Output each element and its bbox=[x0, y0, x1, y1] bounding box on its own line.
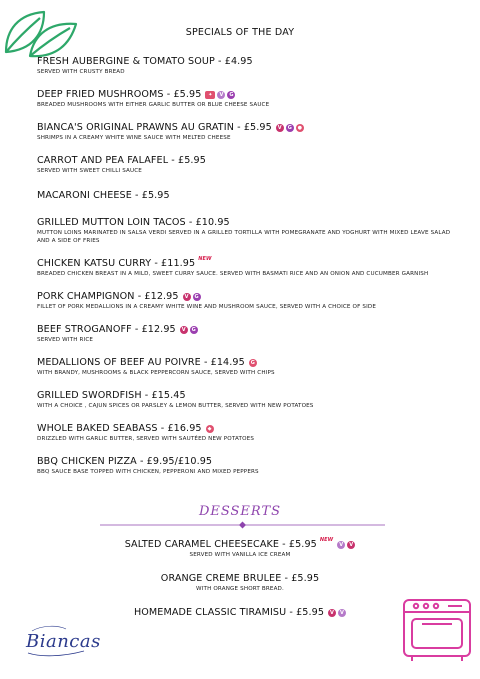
list-item bbox=[37, 389, 457, 410]
vegan-icon: V bbox=[276, 124, 284, 132]
new-badge-icon: ✦ bbox=[205, 91, 215, 99]
list-item bbox=[37, 216, 457, 245]
item-desc: BREADED MUSHROOMS WITH EITHER GARLIC BUTTER OR BLUE CHEESE SAUCE bbox=[37, 102, 270, 108]
list-item bbox=[37, 154, 457, 175]
item-name: CHICKEN KATSU CURRY - £11.95 bbox=[37, 258, 196, 269]
page-title: SPECIALS OF THE DAY bbox=[185, 27, 295, 38]
item-name: ORANGE CREME BRULEE - £5.95 bbox=[160, 573, 320, 584]
item-name: GRILLED MUTTON LOIN TACOS - £10.95 bbox=[37, 217, 230, 228]
item-desc: SERVED WITH SWEET CHILLI SAUCE bbox=[37, 168, 142, 174]
divider bbox=[100, 521, 385, 529]
list-item bbox=[37, 290, 457, 311]
item-desc: SHRIMPS IN A CREAMY WHITE WINE SAUCE WITH MELTED CHEESE bbox=[37, 135, 231, 141]
item-desc: BBQ SAUCE BASE TOPPED WITH CHICKEN, PEPPERONI AND MIXED PEPPERS bbox=[37, 469, 259, 475]
item-desc: SERVED WITH RICE bbox=[37, 337, 94, 343]
brand-logo bbox=[22, 623, 108, 659]
list-item bbox=[37, 121, 457, 142]
list-item bbox=[37, 55, 457, 76]
item-name: SALTED CARAMEL CHEESECAKE - £5.95 bbox=[124, 539, 317, 550]
item-name: GRILLED SWORDFISH - £15.45 bbox=[37, 390, 186, 401]
list-item bbox=[0, 572, 480, 593]
specials-list bbox=[37, 55, 457, 476]
item-desc: WITH ORANGE SHORT BREAD. bbox=[196, 586, 284, 592]
chilli-icon: ● bbox=[297, 124, 303, 131]
vegetarian-icon: V bbox=[337, 541, 345, 549]
list-item bbox=[37, 422, 457, 443]
dietary-badges bbox=[328, 609, 346, 617]
gluten-free-icon: G bbox=[250, 359, 255, 366]
dietary-badges bbox=[183, 293, 201, 301]
item-desc: WITH A CHOICE , CAJUN SPICES OR PARSLEY & LEMON BUTTER, SERVED WITH NEW POTATOES bbox=[37, 403, 314, 409]
item-name: FRESH AUBERGINE & TOMATO SOUP - £4.95 bbox=[37, 56, 253, 67]
vegan-icon: V bbox=[328, 609, 336, 617]
vegan-icon: V bbox=[347, 541, 355, 549]
vegetarian-icon: V bbox=[338, 609, 346, 617]
gluten-free-icon: G bbox=[287, 124, 292, 131]
vegan-icon: V bbox=[183, 293, 191, 301]
item-desc: FILLET OF PORK MEDALLIONS IN A CREAMY WHITE WINE AND MUSHROOM SAUCE, SERVED WITH A CHOICE OF SIDE bbox=[37, 304, 377, 310]
item-desc: SERVED WITH CRUSTY BREAD bbox=[37, 69, 125, 75]
list-item bbox=[37, 257, 457, 278]
new-tag: NEW bbox=[319, 537, 334, 543]
oven-icon bbox=[398, 592, 476, 664]
list-item bbox=[37, 323, 457, 344]
gluten-free-icon: G bbox=[194, 293, 199, 300]
list-item bbox=[0, 538, 480, 559]
item-name: MEDALLIONS OF BEEF AU POIVRE - £14.95 bbox=[37, 357, 245, 368]
item-name: BIANCA'S ORIGINAL PRAWNS AU GRATIN - £5.95 bbox=[37, 122, 272, 133]
dietary-badges bbox=[206, 425, 214, 433]
dietary-badges bbox=[205, 91, 235, 99]
dietary-badges bbox=[180, 326, 198, 334]
item-name: PORK CHAMPIGNON - £12.95 bbox=[37, 291, 179, 302]
vegetarian-icon: V bbox=[217, 91, 225, 99]
item-name: CARROT AND PEA FALAFEL - £5.95 bbox=[37, 155, 206, 166]
item-name: HOMEMADE CLASSIC TIRAMISU - £5.95 bbox=[133, 607, 325, 618]
item-desc: WITH BRANDY, MUSHROOMS & BLACK PEPPERCORN SAUCE, SERVED WITH CHIPS bbox=[37, 370, 275, 376]
gluten-free-icon: G bbox=[229, 91, 234, 98]
dietary-badges bbox=[337, 541, 355, 549]
item-name: BEEF STROGANOFF - £12.95 bbox=[37, 324, 176, 335]
list-item bbox=[37, 189, 457, 202]
dietary-badges bbox=[276, 124, 304, 132]
item-name: WHOLE BAKED SEABASS - £16.95 bbox=[37, 423, 202, 434]
new-tag: NEW bbox=[198, 256, 212, 262]
item-desc: BREADED CHICKEN BREAST IN A MILD, SWEET CURRY SAUCE. SERVED WITH BASMATI RICE AND AN ONION AND CUCUMBER GARNISH bbox=[37, 271, 429, 277]
item-desc: SERVED WITH VANILLA ICE CREAM bbox=[189, 552, 291, 558]
gluten-free-icon: G bbox=[191, 326, 196, 333]
item-desc: DRIZZLED WITH GARLIC BUTTER, SERVED WITH SAUTÉED NEW POTATOES bbox=[37, 436, 255, 442]
dietary-badges bbox=[249, 359, 257, 367]
vegan-icon: V bbox=[180, 326, 188, 334]
list-item bbox=[37, 88, 457, 109]
list-item bbox=[37, 356, 457, 377]
item-desc: MUTTON LOINS MARINATED IN SALSA VERDI SERVED IN A GRILLED TORTILLA WITH POMEGRANATE AND YOGHURT WITH MIXED LEAVE SALAD AND A SIDE OF FRIES bbox=[37, 230, 451, 244]
list-item bbox=[37, 455, 457, 476]
fish-icon: ◆ bbox=[206, 425, 214, 433]
item-name: DEEP FRIED MUSHROOMS - £5.95 bbox=[37, 89, 202, 100]
item-name: MACARONI CHEESE - £5.95 bbox=[37, 190, 170, 201]
item-name: BBQ CHICKEN PIZZA - £9.95/£10.95 bbox=[37, 456, 213, 467]
desserts-heading: DESSERTS bbox=[198, 504, 282, 519]
logo-text: Biancas bbox=[26, 631, 101, 652]
